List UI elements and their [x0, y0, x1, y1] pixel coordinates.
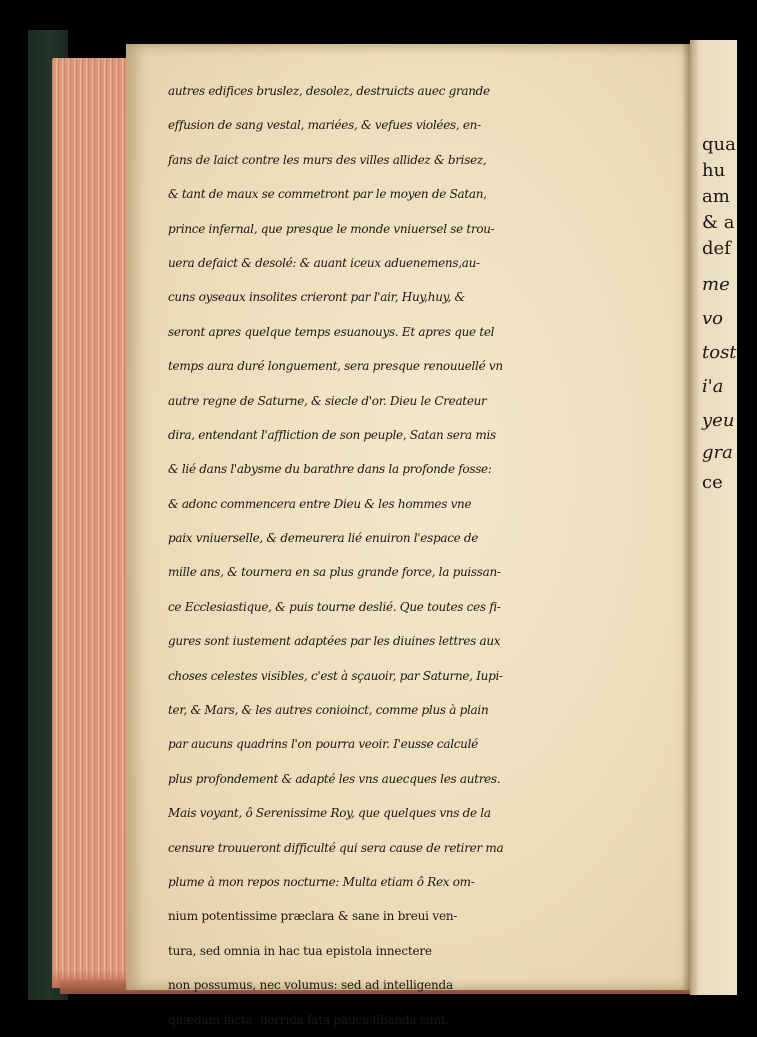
facing-page-fragment: hu — [702, 160, 726, 181]
text-line: seront apres quelque temps esuanouys. Et apres que tel — [168, 324, 495, 339]
text-line: tura, sed omnia in hac tua epistola innectere — [168, 943, 432, 958]
text-line: choses celestes visibles, c'est à sçauoir, par Saturne, Iupi- — [168, 668, 503, 683]
text-line: uera defaict & desolé: & auant iceux aduenemens,au- — [168, 255, 480, 270]
text-line: gures sont iustement adaptées par les diuines lettres aux — [168, 634, 501, 649]
facing-page-fragment: gra — [702, 442, 733, 463]
facing-page-fragment: i'a — [702, 376, 724, 397]
facing-page-fragment: & a — [702, 212, 735, 233]
text-line: paix vniuerselle, & demeurera lié enuiron l'espace de — [168, 531, 479, 546]
text-line: plus profondement & adapté les vns auecques les autres. — [168, 771, 501, 786]
text-line: autres edifices bruslez, desolez, destruicts auec grande — [168, 84, 490, 98]
text-line: non possumus, nec volumus: sed ad intelligenda — [168, 978, 453, 993]
text-line: censure trouueront difficulté qui sera cause de retirer ma — [168, 840, 504, 855]
text-line: plume à mon repos nocturne: Multa etiam ô Rex om- — [168, 874, 475, 889]
text-line: ter, & Mars, & les autres conioinct, comme plus à plain — [168, 703, 489, 718]
facing-page-fragment: tost — [702, 342, 737, 363]
text-line: par aucuns quadrins l'on pourra veoir. I'eusse calculé — [168, 737, 478, 752]
facing-page-fragment: yeu — [702, 410, 735, 431]
text-line: fans de laict contre les murs des villes allidez & brisez, — [168, 152, 487, 167]
text-line: cuns oyseaux insolites crieront par l'air, Huy,huy, & — [168, 290, 465, 305]
text-line: autre regne de Saturne, & siecle d'or. Dieu le Createur — [168, 393, 487, 408]
text-line: mille ans, & tournera en sa plus grande force, la puissan- — [168, 565, 501, 580]
text-line: quædam facta, horrida fata pauca libanda sunt, — [168, 1012, 450, 1027]
text-line: dira, entendant l'affliction de son peuple, Satan sera mis — [168, 427, 496, 442]
facing-page-fragment: vo — [702, 308, 724, 329]
text-line: & adonc commencera entre Dieu & les hommes vne — [168, 496, 472, 511]
facing-page-fragment: am — [702, 186, 730, 207]
facing-page-fragment: me — [702, 274, 730, 295]
text-line: Mais voyant, ô Serenissime Roy, que quelques vns de la — [168, 806, 491, 821]
page-text — [168, 74, 688, 1037]
text-line: & tant de maux se commetront par le moyen de Satan, — [168, 187, 487, 202]
text-line: temps aura duré longuement, sera presque renouuellé vn — [168, 359, 503, 374]
text-line: & lié dans l'abysme du barathre dans la profonde fosse: — [168, 462, 492, 477]
text-line: prince infernal, que presque le monde vniuersel se trou- — [168, 221, 495, 236]
left-page — [126, 44, 692, 1027]
text-line: effusion de sang vestal, mariées, & vefues violées, en- — [168, 118, 481, 133]
facing-page — [690, 40, 737, 995]
text-line: nium potentissime præclara & sane in breui ven- — [168, 909, 458, 924]
facing-page-fragment: qua — [702, 134, 736, 155]
page-edges — [52, 58, 130, 988]
text-line: ce Ecclesiastique, & puis tourne deslié. Que toutes ces fi- — [168, 599, 501, 614]
facing-page-fragment: def — [702, 238, 731, 259]
facing-page-fragment: ce — [702, 472, 723, 493]
